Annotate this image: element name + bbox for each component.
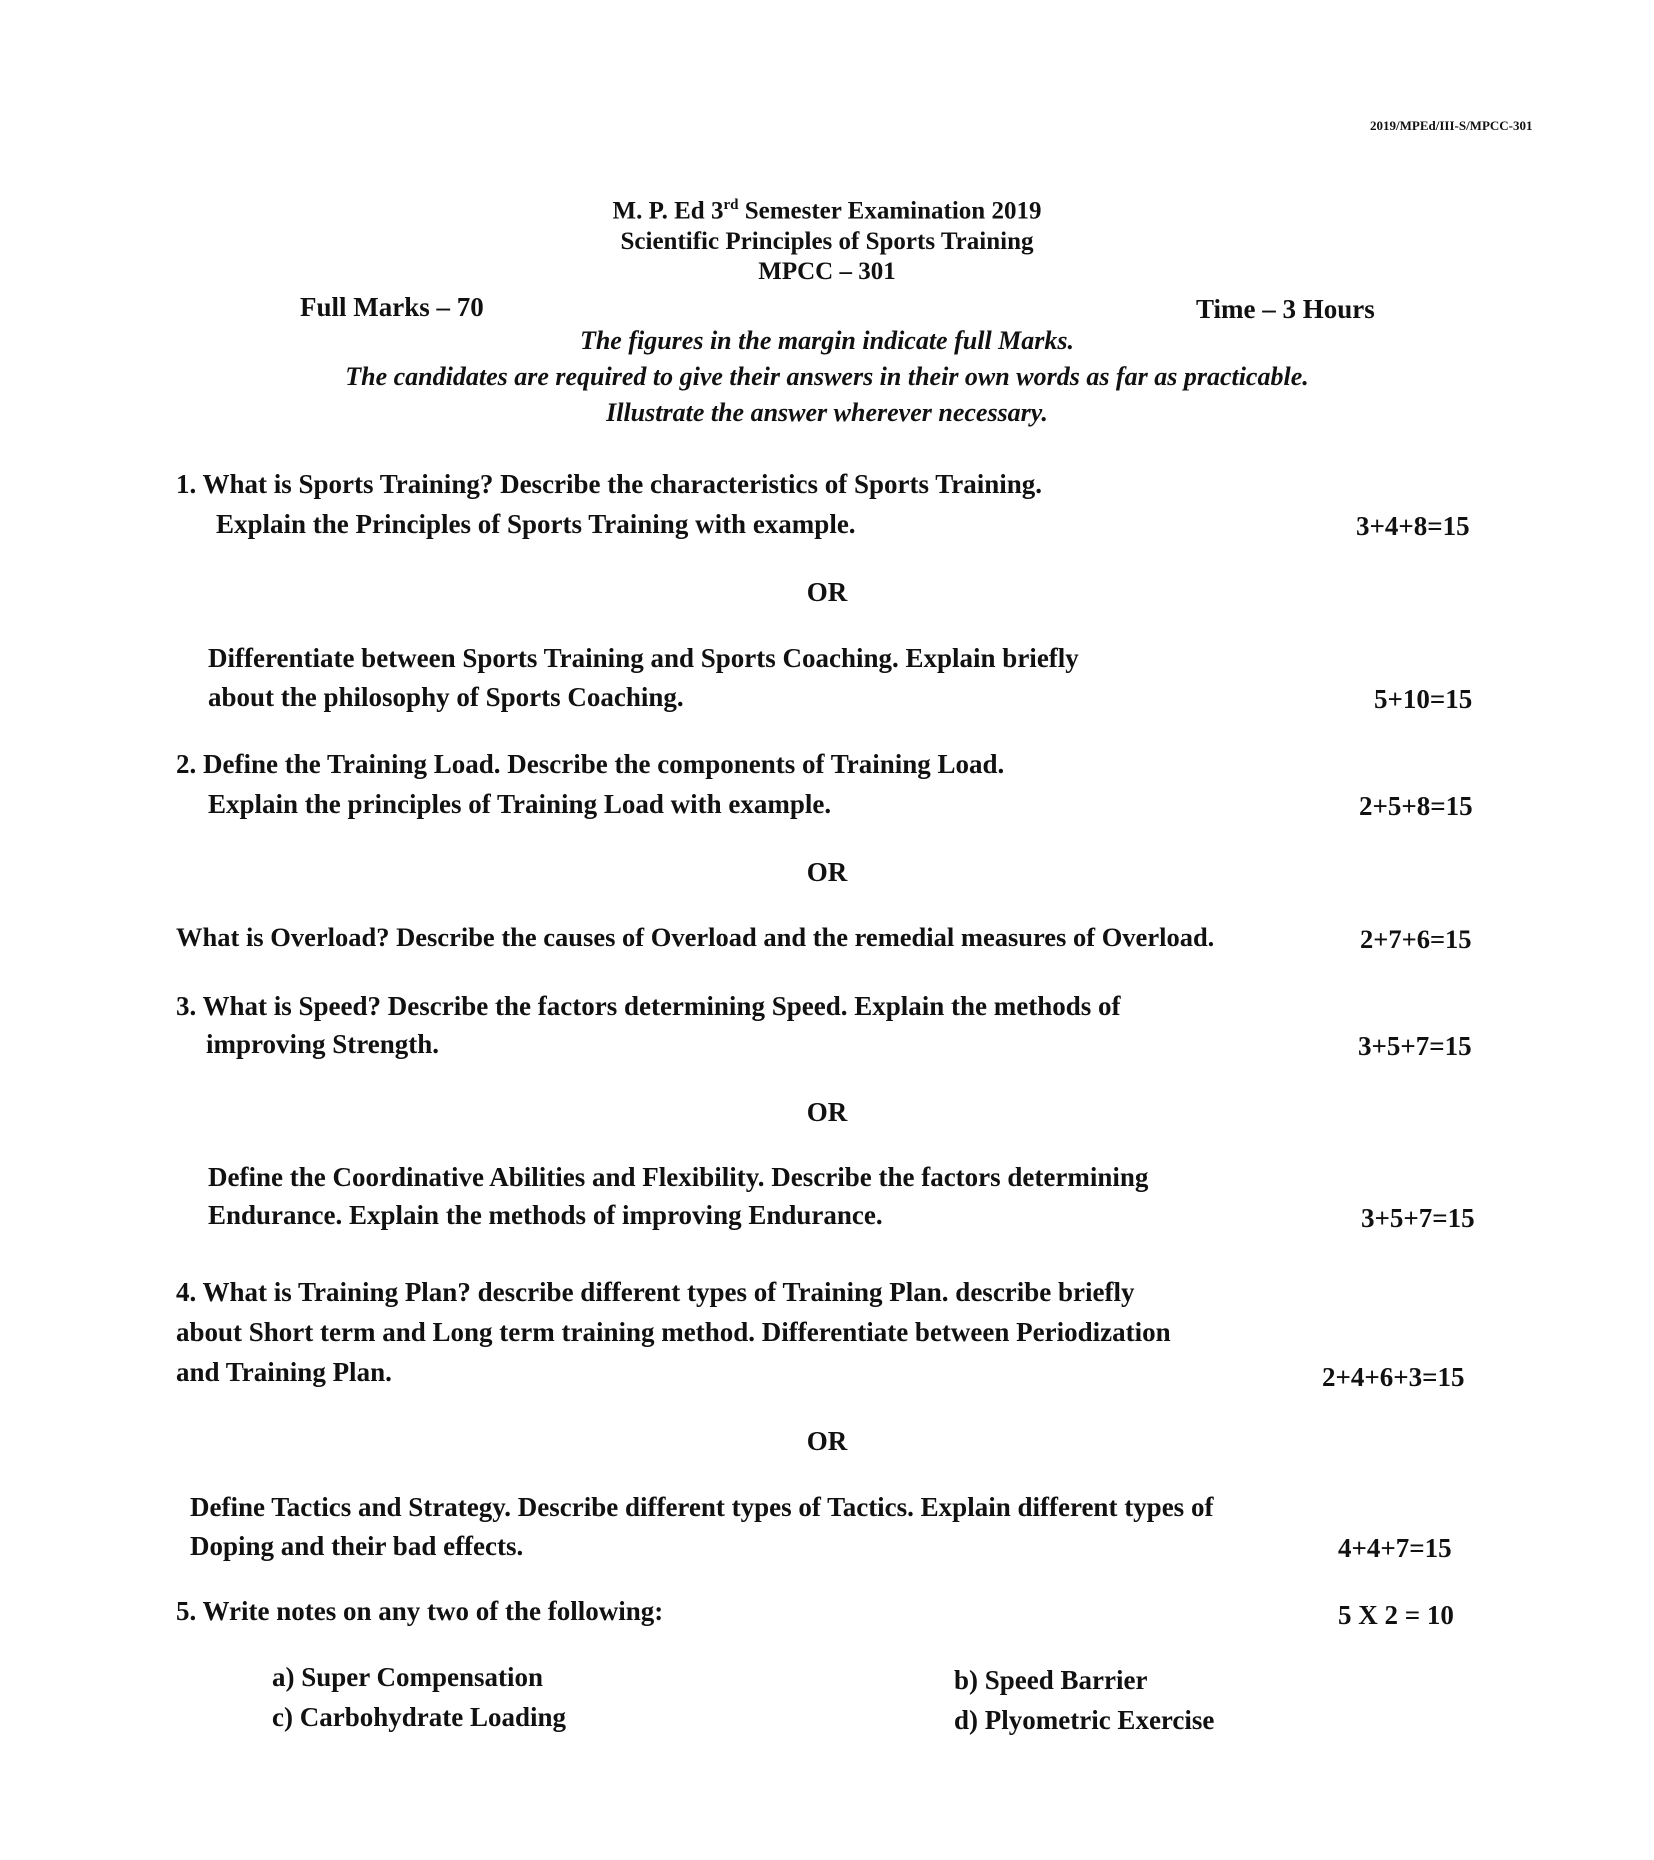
- q3a-line1: 3. What is Speed? Describe the factors determining Speed. Explain the methods of: [176, 991, 1121, 1021]
- q2b-line1: What is Overload? Describe the causes of Overload and the remedial measures of Overload.: [176, 922, 1215, 952]
- full-marks: Full Marks – 70: [300, 292, 484, 322]
- instruction-3: Illustrate the answer wherever necessary.: [606, 398, 1048, 427]
- q3a-line2: improving Strength.: [206, 1029, 440, 1059]
- q5-option-d: d) Plyometric Exercise: [954, 1705, 1215, 1735]
- q5-option-c: c) Carbohydrate Loading: [272, 1702, 567, 1732]
- exam-title-superscript: rd: [723, 197, 739, 213]
- q1b-line1: Differentiate between Sports Training and Sports Coaching. Explain briefly: [208, 643, 1079, 673]
- course-code: MPCC – 301: [758, 258, 896, 285]
- q4a-line1: 4. What is Training Plan? describe different types of Training Plan. describe briefly: [176, 1277, 1135, 1307]
- instruction-2: The candidates are required to give their answers in their own words as far as practicable.: [345, 362, 1309, 391]
- subject-title: Scientific Principles of Sports Training: [620, 228, 1034, 255]
- q2b-marks: 2+7+6=15: [1360, 924, 1472, 954]
- instruction-1: The figures in the margin indicate full Marks.: [579, 326, 1075, 355]
- q1b-line2: about the philosophy of Sports Coaching.: [208, 682, 684, 712]
- q5-line1: 5. Write notes on any two of the following:: [176, 1596, 664, 1626]
- q4a-line2: about Short term and Long term training method. Differentiate between Periodization: [176, 1317, 1171, 1347]
- q2a-marks: 2+5+8=15: [1359, 791, 1473, 821]
- q4b-line1: Define Tactics and Strategy. Describe different types of Tactics. Explain different types of: [190, 1492, 1214, 1522]
- exam-title-prefix: M. P. Ed 3: [612, 197, 724, 225]
- q1a-line1: 1. What is Sports Training? Describe the characteristics of Sports Training.: [176, 469, 1042, 499]
- or-2: OR: [806, 857, 848, 887]
- q1b-marks: 5+10=15: [1374, 684, 1473, 714]
- or-4: OR: [806, 1426, 848, 1456]
- q3b-marks: 3+5+7=15: [1361, 1203, 1475, 1233]
- or-1: OR: [806, 577, 848, 607]
- q3b-line2: Endurance. Explain the methods of improving Endurance.: [208, 1200, 883, 1230]
- q1a-line2: Explain the Principles of Sports Training with example.: [216, 509, 856, 539]
- q3a-marks: 3+5+7=15: [1358, 1031, 1472, 1061]
- exam-title: [0, 197, 1654, 225]
- q4a-marks: 2+4+6+3=15: [1322, 1362, 1465, 1392]
- q3b-line1: Define the Coordinative Abilities and Flexibility. Describe the factors determining: [208, 1162, 1149, 1192]
- q4b-line2: Doping and their bad effects.: [190, 1531, 524, 1561]
- q5-marks: 5 X 2 = 10: [1338, 1600, 1454, 1630]
- q4b-marks: 4+4+7=15: [1338, 1533, 1452, 1563]
- paper-code: 2019/MPEd/III-S/MPCC-301: [1370, 118, 1533, 133]
- or-3: OR: [806, 1097, 848, 1127]
- q2a-line2: Explain the principles of Training Load with example.: [208, 789, 832, 819]
- q5-option-a: a) Super Compensation: [272, 1662, 544, 1692]
- q5-option-b: b) Speed Barrier: [954, 1665, 1148, 1695]
- q4a-line3: and Training Plan.: [176, 1357, 392, 1387]
- time-allowed: Time – 3 Hours: [1196, 294, 1375, 324]
- q2a-line1: 2. Define the Training Load. Describe the components of Training Load.: [176, 749, 1005, 779]
- q1a-marks: 3+4+8=15: [1356, 511, 1470, 541]
- exam-title-suffix: Semester Examination 2019: [738, 197, 1042, 225]
